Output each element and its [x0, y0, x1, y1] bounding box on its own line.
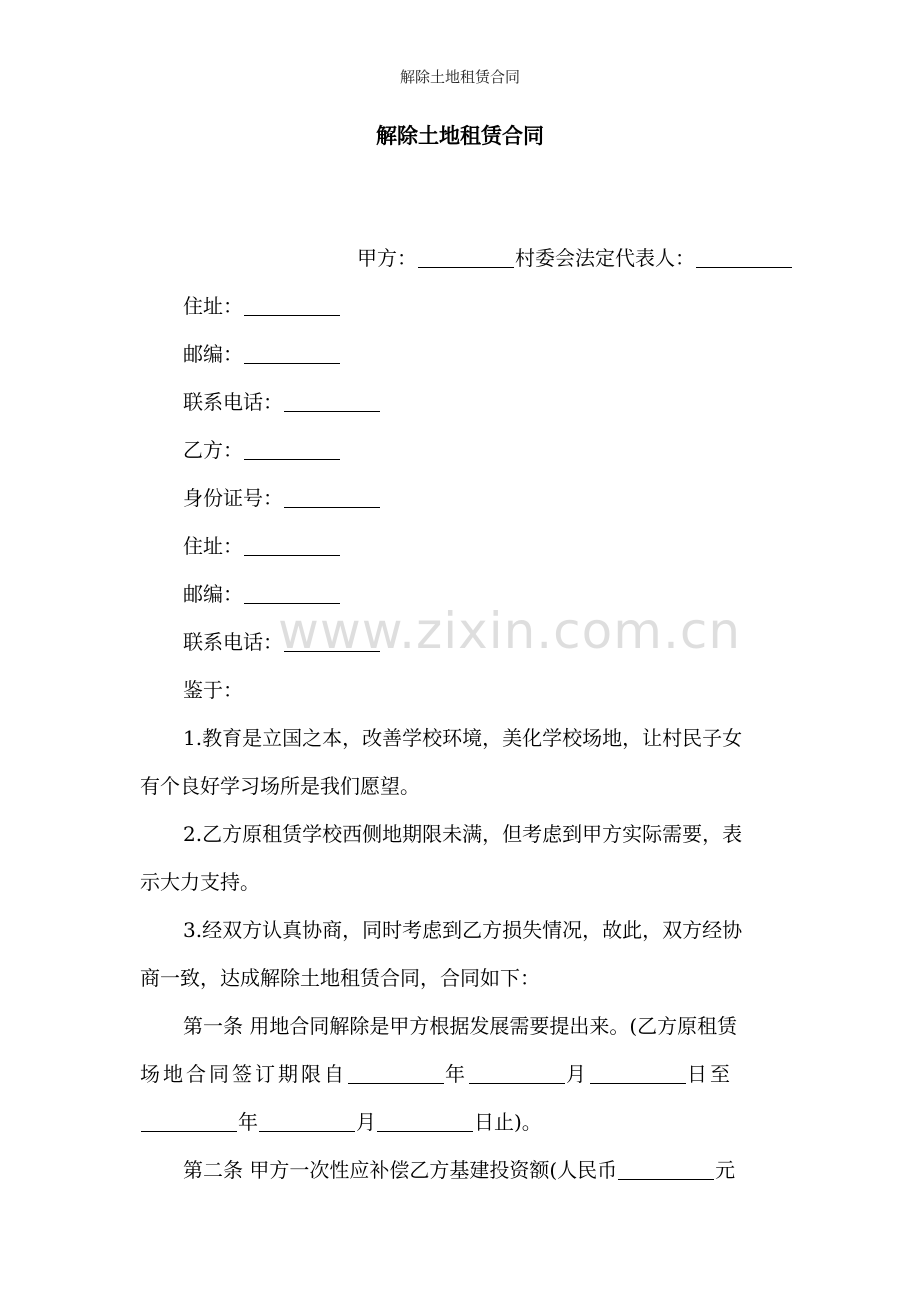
end-month-label: 月 — [356, 1110, 376, 1134]
party-b-phone-label: 联系电话： — [183, 630, 283, 654]
party-b-address-label: 住址： — [183, 534, 243, 558]
start-year-label: 年 — [445, 1062, 468, 1086]
end-year-label: 年 — [238, 1110, 258, 1134]
currency-unit: 元 — [715, 1158, 736, 1182]
party-a-label: 甲方： — [357, 246, 417, 270]
whereas-item-1-line-1: 1.教育是立国之本，改善学校环境，美化学校场地，让村民子女 — [183, 726, 743, 750]
party-b-address-blank — [244, 535, 340, 556]
party-a-phone-line — [183, 387, 381, 417]
whereas-item-2-line-2: 示大力支持。 — [140, 870, 260, 894]
party-b-label: 乙方： — [183, 438, 243, 462]
party-a-postcode-blank — [244, 343, 340, 364]
party-b-phone-blank — [284, 631, 380, 652]
contract-period-label: 场地合同签订期限自 — [140, 1062, 347, 1086]
party-b-id-label: 身份证号： — [183, 486, 283, 510]
party-a-line — [357, 243, 793, 273]
party-a-name-blank — [418, 247, 514, 268]
article-1-line-3 — [140, 1107, 542, 1137]
running-header: 解除土地租赁合同 — [399, 68, 520, 86]
start-year-blank — [348, 1063, 444, 1084]
party-a-address-line — [183, 291, 341, 321]
party-b-postcode-blank — [244, 583, 340, 604]
party-a-postcode-label: 邮编： — [183, 342, 243, 366]
document-title: 解除土地租赁合同 — [376, 123, 544, 148]
whereas-item-1-line-2: 有个良好学习场所是我们愿望。 — [140, 774, 420, 798]
party-b-line — [183, 435, 341, 465]
article-2-text: 第二条 甲方一次性应补偿乙方基建投资额(人民币 — [183, 1158, 618, 1182]
party-a-address-blank — [244, 295, 340, 316]
party-b-address-line — [183, 531, 341, 561]
article-1-line-1: 第一条 用地合同解除是甲方根据发展需要提出来。(乙方原租赁 — [183, 1014, 738, 1038]
whereas-item-3-line-2: 商一致，达成解除土地租赁合同，合同如下： — [140, 966, 540, 990]
party-b-id-line — [183, 483, 381, 513]
whereas-label: 鉴于： — [183, 678, 243, 702]
end-day-label: 日止)。 — [474, 1110, 542, 1134]
end-year-blank — [141, 1111, 237, 1132]
party-b-name-blank — [244, 439, 340, 460]
party-a-postcode-line — [183, 339, 341, 369]
party-a-address-label: 住址： — [183, 294, 243, 318]
compensation-amount-blank — [618, 1159, 714, 1180]
whereas-item-3-line-1: 3.经双方认真协商，同时考虑到乙方损失情况，故此，双方经协 — [183, 918, 743, 942]
article-2-line-1 — [183, 1155, 735, 1185]
party-b-id-blank — [284, 487, 380, 508]
party-b-phone-line — [183, 627, 381, 657]
start-month-blank — [469, 1063, 565, 1084]
party-b-postcode-line — [183, 579, 341, 609]
start-month-label: 月 — [566, 1062, 589, 1086]
watermark: www.zixin.com.cn — [278, 602, 742, 660]
party-a-phone-label: 联系电话： — [183, 390, 283, 414]
whereas-item-2-line-1: 2.乙方原租赁学校西侧地期限未满，但考虑到甲方实际需要，表 — [183, 822, 743, 846]
legal-rep-label: 村委会法定代表人： — [515, 246, 695, 270]
end-month-blank — [259, 1111, 355, 1132]
start-day-to-label: 日至 — [687, 1062, 733, 1086]
legal-rep-blank — [696, 247, 792, 268]
start-day-blank — [590, 1063, 686, 1084]
party-a-phone-blank — [284, 391, 380, 412]
party-b-postcode-label: 邮编： — [183, 582, 243, 606]
article-1-line-2 — [140, 1059, 733, 1089]
end-day-blank — [377, 1111, 473, 1132]
